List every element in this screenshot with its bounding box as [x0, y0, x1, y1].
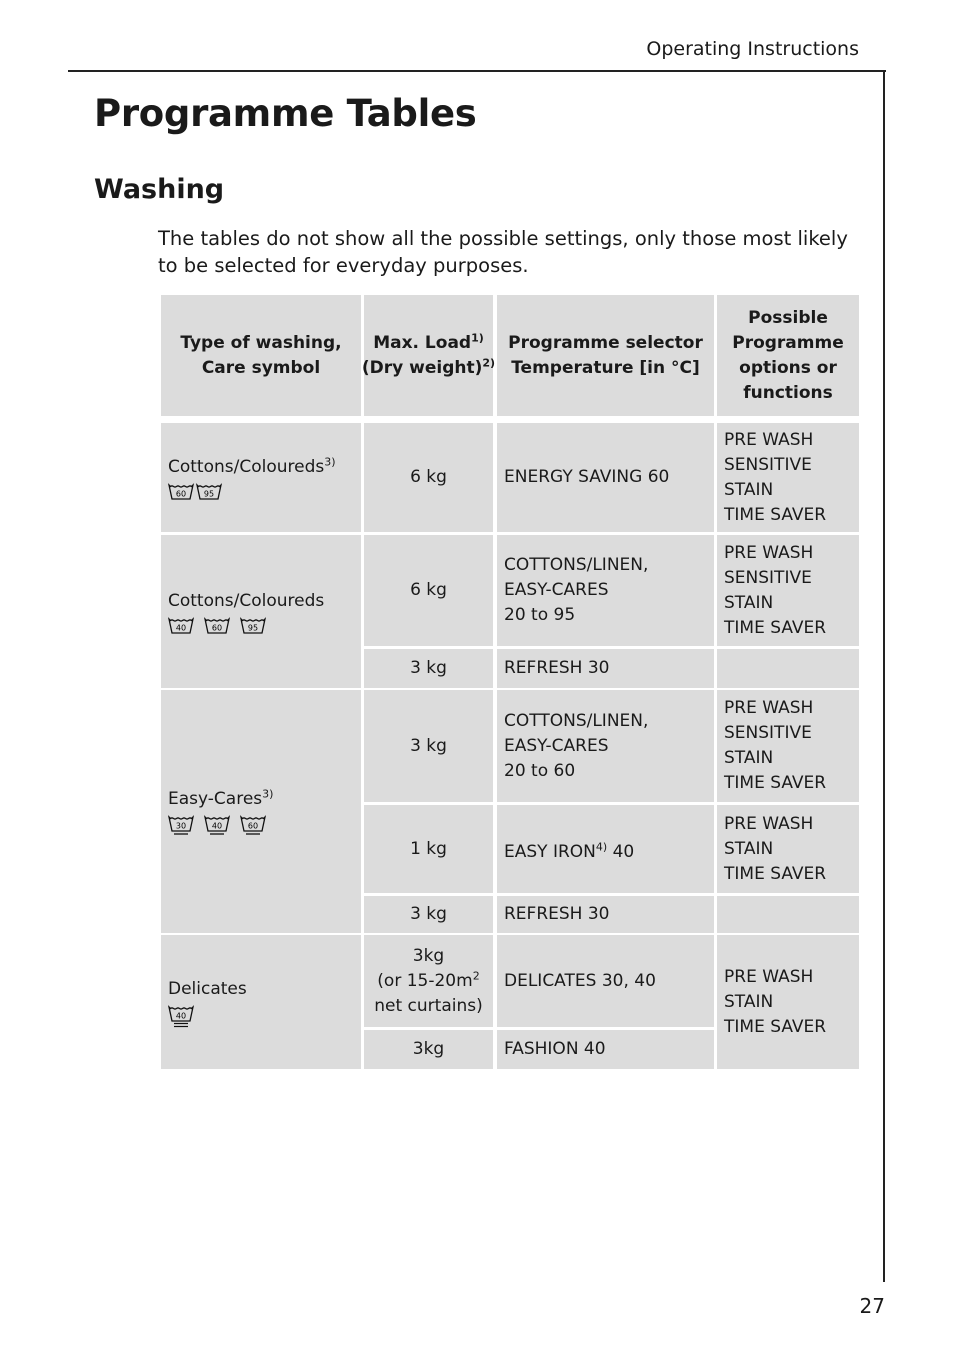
wash-tub-icon — [168, 616, 194, 634]
option-item: SENSITIVE — [724, 567, 812, 588]
load-cell — [364, 690, 493, 802]
svg-text:60: 60 — [247, 821, 259, 831]
load-cell — [364, 1030, 493, 1069]
svg-text:60: 60 — [175, 489, 187, 499]
header-options-line: Programme — [732, 332, 844, 353]
programme-cell — [497, 535, 714, 646]
programme-cell — [497, 423, 714, 532]
intro-paragraph: The tables do not show all the possible settings, only those most likely to be selected for everyday purposes. — [158, 227, 848, 277]
side-rule — [883, 70, 885, 1282]
type-cell — [161, 423, 361, 532]
header-rule — [68, 70, 886, 72]
option-item: STAIN — [724, 991, 774, 1012]
programme-line: FASHION 40 — [504, 1039, 606, 1059]
care-symbols — [168, 482, 361, 500]
type-cell — [161, 935, 361, 1069]
header-type — [161, 295, 361, 416]
load-value: (or $15-20m^2$ — [377, 968, 480, 991]
page-title: Programme Tables — [94, 92, 477, 135]
type-label: Cottons/Coloureds$^{3)}$ — [168, 455, 336, 477]
programme-cell — [497, 1030, 714, 1069]
option-item: STAIN — [724, 838, 774, 859]
options-cell — [717, 535, 859, 646]
load-value: 3 kg — [410, 904, 447, 924]
programme-line: COTTONS/LINEN, — [504, 555, 649, 575]
options-cell — [717, 649, 859, 688]
option-item: STAIN — [724, 592, 774, 613]
running-header: Operating Instructions — [646, 38, 859, 60]
programme-line: 20 to 95 — [504, 605, 576, 625]
header-programme-line: Programme selector — [508, 332, 703, 353]
type-label: Cottons/Coloureds — [168, 591, 325, 611]
programme-line: REFRESH 30 — [504, 904, 610, 924]
load-cell — [364, 896, 493, 933]
svg-text:95: 95 — [203, 489, 215, 499]
options-cell — [717, 690, 859, 802]
type-cell — [161, 690, 361, 933]
header-options-line: Possible — [748, 307, 828, 328]
programme-line: COTTONS/LINEN, — [504, 710, 649, 731]
wash-tub-icon — [168, 482, 194, 500]
programme-line: 20 to 60 — [504, 760, 576, 781]
load-cell — [364, 805, 493, 893]
load-value: 3kg — [412, 1039, 445, 1059]
option-item: TIME SAVER — [724, 617, 827, 638]
load-cell — [364, 535, 493, 646]
option-item: TIME SAVER — [724, 773, 827, 793]
svg-text:40: 40 — [175, 1011, 187, 1020]
wash-tub-icon — [168, 1004, 194, 1028]
header-load — [361, 295, 496, 416]
option-item: SENSITIVE — [724, 723, 812, 743]
wash-tub-icon — [240, 814, 266, 836]
programme-line: EASY-CARES — [504, 580, 609, 600]
wash-tub-icon — [240, 616, 266, 634]
option-item: TIME SAVER — [724, 863, 827, 884]
load-value: net curtains) — [374, 995, 483, 1016]
option-item: TIME SAVER — [724, 1016, 827, 1037]
page-number: 27 — [859, 1294, 885, 1318]
option-item: STAIN — [724, 479, 774, 500]
programme-line: REFRESH 30 — [504, 658, 610, 678]
option-item: PRE WASH — [724, 966, 814, 987]
svg-text:60: 60 — [211, 623, 223, 633]
svg-text:40: 40 — [211, 821, 223, 831]
load-value: 3 kg — [410, 735, 447, 756]
load-value: 3kg — [412, 945, 445, 966]
options-cell — [717, 935, 859, 1069]
options-cell — [717, 896, 859, 933]
option-item: PRE WASH — [724, 698, 814, 718]
options-cell — [717, 805, 859, 893]
load-value: 6 kg — [410, 580, 447, 600]
option-item: PRE WASH — [724, 813, 814, 834]
programme-line: EASY-CARES — [504, 735, 609, 756]
header-options-line: functions — [743, 382, 833, 403]
svg-text:30: 30 — [175, 821, 187, 831]
type-label: Easy-Cares$^{3)}$ — [168, 787, 274, 809]
load-cell — [364, 423, 493, 532]
option-item: STAIN — [724, 748, 774, 768]
load-cell — [364, 935, 493, 1027]
option-item: SENSITIVE — [724, 454, 812, 475]
header-type-line: Care symbol — [201, 357, 321, 378]
programme-cell — [497, 935, 714, 1027]
header-options-line: options or — [739, 357, 837, 378]
header-type-line: Type of washing, — [180, 332, 342, 353]
option-item: PRE WASH — [724, 429, 814, 450]
options-cell — [717, 423, 859, 532]
svg-text:95: 95 — [247, 623, 259, 633]
wash-tub-icon — [204, 814, 230, 836]
wash-tub-icon — [196, 482, 222, 500]
care-symbols — [168, 814, 361, 836]
load-cell — [364, 649, 493, 688]
care-symbols — [168, 616, 361, 634]
programme-cell — [497, 690, 714, 802]
header-programme-line: Temperature [in °C] — [511, 357, 700, 378]
load-value: 3 kg — [410, 658, 447, 678]
option-item: TIME SAVER — [724, 504, 827, 525]
wash-tub-icon — [204, 616, 230, 634]
header-load-line: Max. Load$^{1)}$ — [373, 330, 484, 353]
programme-cell — [497, 805, 714, 893]
programme-line: EASY IRON$^{4)}$ 40 — [504, 839, 635, 862]
header-load-line: (Dry weight)$^{2)}$ — [361, 355, 496, 378]
header-programme — [497, 295, 714, 416]
header-options — [717, 295, 859, 416]
section-title: Washing — [94, 174, 225, 205]
programme-cell — [497, 649, 714, 688]
type-cell — [161, 535, 361, 688]
svg-text:40: 40 — [175, 623, 187, 633]
programme-cell — [497, 896, 714, 933]
wash-tub-icon — [168, 814, 194, 836]
option-item: PRE WASH — [724, 542, 814, 563]
load-value: 1 kg — [410, 838, 447, 859]
care-symbols — [168, 1004, 361, 1028]
programme-line: DELICATES 30, 40 — [504, 970, 656, 991]
type-label: Delicates — [168, 978, 247, 999]
load-value: 6 kg — [410, 467, 447, 487]
programme-line: ENERGY SAVING 60 — [504, 467, 670, 487]
